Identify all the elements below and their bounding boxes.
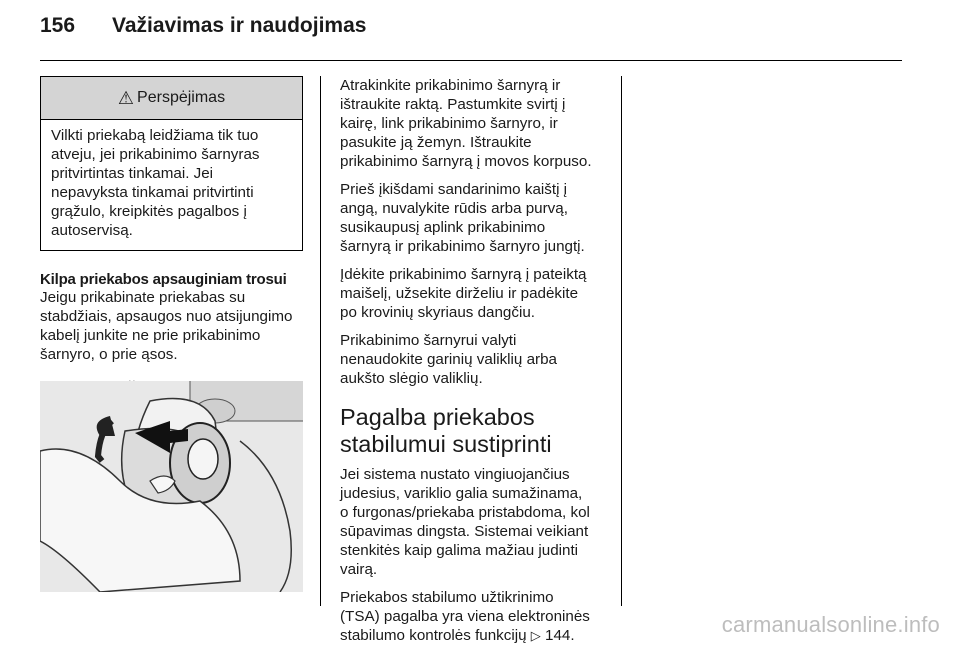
column-divider: [621, 76, 622, 606]
text-line: Jei sistema nustato vingiuojančius: [340, 466, 570, 483]
text-line: angą, nuvalykite rūdis arba purvą,: [340, 200, 568, 217]
section-heading: [340, 404, 608, 458]
instruction-paragraph: [340, 331, 608, 388]
instruction-paragraph: [340, 76, 608, 171]
column-divider: [320, 76, 321, 606]
page-reference-link[interactable]: 144.: [545, 627, 575, 644]
text-line: kairę, link prikabinimo šarnyro, ir: [340, 115, 558, 132]
warning-body: [41, 120, 302, 250]
text-line: ištraukite raktą. Pastumkite svirtį į: [340, 96, 566, 113]
warning-line: Vilkti priekabą leidžiama tik tuo: [51, 127, 259, 144]
tsa-paragraph: [340, 465, 608, 579]
safety-loop-line: kabelį junkite ne prie prikabinimo: [40, 327, 261, 344]
text-line: po krovinių skyriaus dangčiu.: [340, 304, 536, 321]
text-line: prikabinimo šarnyrą į movos korpuso.: [340, 153, 592, 170]
safety-loop-heading: Kilpa priekabos apsauginiam trosui: [40, 271, 287, 288]
section-heading-line: Pagalba priekabos: [340, 404, 535, 430]
text-line: sūpavimas dingsta. Sistemai veikiant: [340, 523, 589, 540]
warning-line: grąžulo, kreipkitės pagalbos į: [51, 203, 247, 220]
warning-line: atveju, jei prikabinimo šarnyras: [51, 146, 260, 163]
instruction-paragraph: [340, 180, 608, 256]
instruction-paragraph: [340, 265, 608, 322]
text-line: Įdėkite prikabinimo šarnyrą į pateiktą: [340, 266, 587, 283]
text-line: judesius, variklio galia sumažinama,: [340, 485, 583, 502]
text-line: Prikabinimo šarnyrui valyti: [340, 332, 517, 349]
text-line: Atrakinkite prikabinimo šarnyrą ir: [340, 77, 561, 94]
hitch-removal-illustration: [40, 381, 303, 592]
warning-heading: [41, 77, 302, 120]
text-line: aukšto slėgio valiklių.: [340, 370, 483, 387]
safety-loop-line: šarnyro, o prie ąsos.: [40, 346, 178, 363]
footer-watermark: carmanualsonline.info: [721, 612, 940, 637]
warning-triangle-icon: ⚠: [117, 87, 135, 108]
section-heading-line: stabilumui sustiprinti: [340, 431, 552, 457]
text-line: susikaupusį aplink prikabinimo: [340, 219, 546, 236]
text-line: o furgonas/priekaba pristabdoma, kol: [340, 504, 590, 521]
text-line: Priekabos stabilumo užtikrinimo: [340, 589, 554, 606]
text-line: vairą.: [340, 561, 378, 578]
text-line: maišelį, užsekite dirželiu ir padėkite: [340, 285, 579, 302]
left-column: [40, 76, 303, 396]
safety-loop-line: stabdžiais, apsaugos nuo atsijungimo: [40, 308, 293, 325]
text-line: stenkitės kaip galima mažiau judinti: [340, 542, 579, 559]
page-reference-arrow-icon: ▷: [530, 628, 541, 643]
warning-line: nepavyksta tinkamai pritvirtinti: [51, 184, 254, 201]
text-line: stabilumo kontrolės funkcijų: [340, 627, 527, 644]
text-line: (TSA) pagalba yra viena elektroninės: [340, 608, 590, 625]
safety-loop-section: [40, 271, 303, 364]
warning-line: pritvirtintas tinkamai. Jei: [51, 165, 214, 182]
right-column: [340, 76, 608, 654]
text-line: šarnyrą ir prikabinimo šarnyro jungtį.: [340, 238, 585, 255]
header-rule: [40, 60, 902, 61]
warning-box: [40, 76, 303, 251]
tsa-paragraph: [340, 588, 608, 645]
page-number: 156: [40, 14, 76, 37]
warning-heading-label: Perspėjimas: [137, 89, 226, 106]
warning-line: autoservisą.: [51, 222, 133, 239]
page-title: Važiavimas ir naudojimas: [112, 14, 367, 37]
text-line: nenaudokite garinių valiklių arba: [340, 351, 557, 368]
text-line: Prieš įkišdami sandarinimo kaištį į: [340, 181, 568, 198]
hitch-removal-drawing: [40, 381, 303, 592]
safety-loop-line: Jeigu prikabinate priekabas su: [40, 289, 246, 306]
text-line: pasukite ją žemyn. Ištraukite: [340, 134, 532, 151]
